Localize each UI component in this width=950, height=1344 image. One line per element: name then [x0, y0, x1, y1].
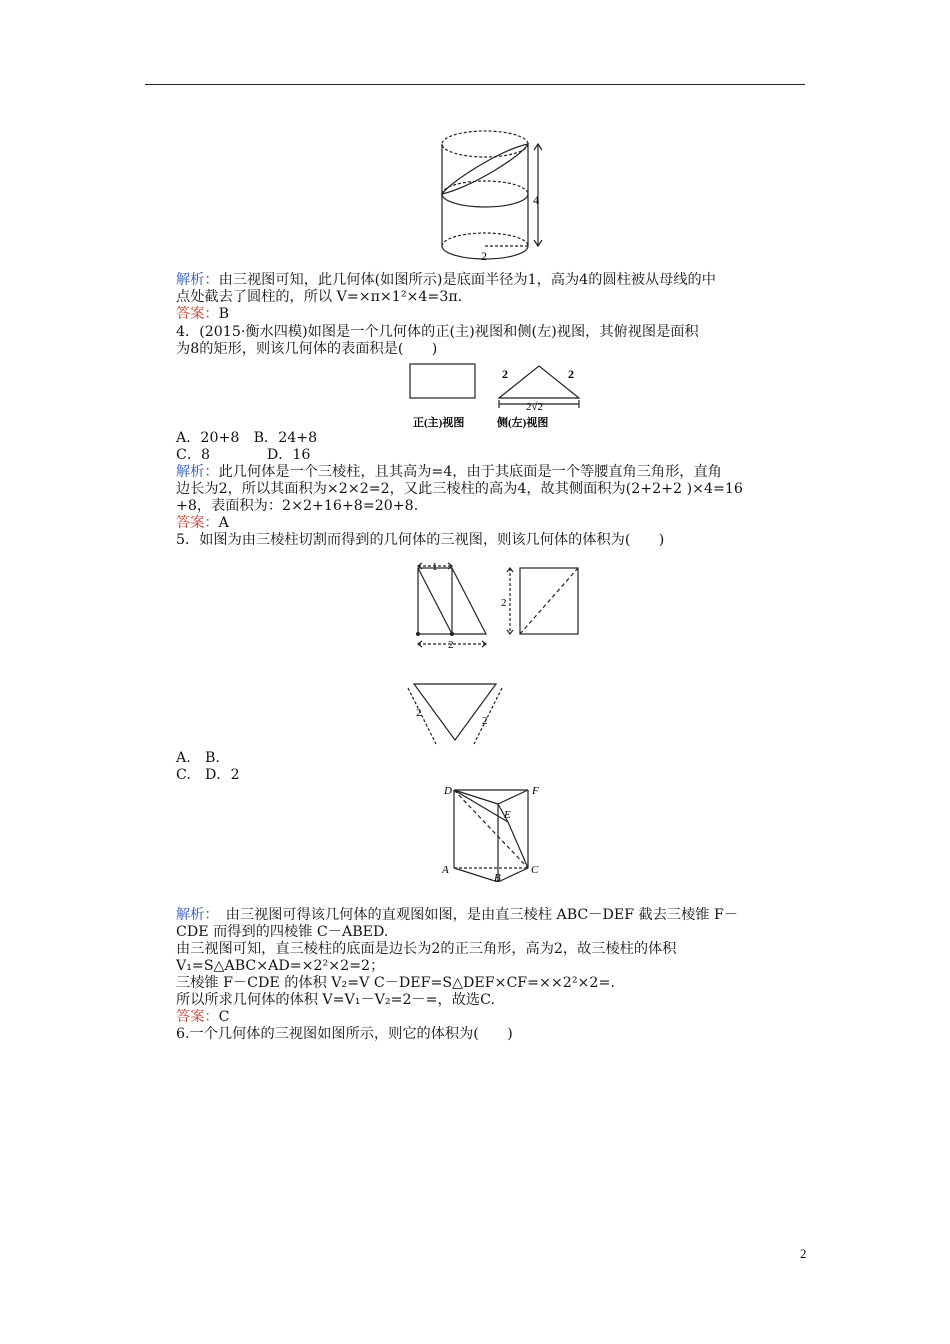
label-E: E	[504, 809, 511, 821]
analysis-label: 解析：	[176, 272, 219, 288]
q4-options-line2: C．8 D．16	[176, 447, 311, 463]
q4-analysis-line1: 解析：此几何体是一个三棱柱，且其高为=4，由于其底面是一个等腰直角三角形，直角	[176, 464, 722, 480]
cylinder-top-ellipse	[442, 131, 528, 157]
analysis-label: 解析：	[176, 464, 219, 480]
q5-answer: 答案：C	[176, 1009, 230, 1025]
side-view-shape	[499, 366, 579, 398]
q4-stem-line2: 为8的矩形，则该几何体的表面积是( )	[176, 341, 438, 357]
answer-label: 答案：	[176, 306, 219, 322]
q4-options-line1: A．20+8 B．24+8	[176, 430, 318, 446]
label-D: D	[444, 785, 452, 797]
tri-left-label: 2	[416, 707, 422, 719]
diameter-label: 2	[481, 249, 487, 263]
q3-answer: 答案：B	[176, 306, 230, 322]
label-B: B	[494, 872, 501, 882]
top-dim-label: 1	[432, 561, 438, 573]
header-rule	[145, 84, 805, 85]
label-A: A	[442, 864, 449, 876]
label-C: C	[531, 864, 539, 876]
page-number: 2	[800, 1246, 807, 1261]
base-label: 2√2	[526, 401, 544, 413]
q5-stem: 5．如图为由三棱柱切割而得到的几何体的三视图，则该几何体的体积为( )	[176, 532, 665, 548]
q5-three-views-figure	[410, 556, 590, 656]
side-caption: 侧(左)视图	[497, 417, 549, 429]
q4-views-figure	[405, 360, 585, 432]
q5-solid-figure	[438, 782, 548, 882]
q5-analysis-line4: V₁=S△ABC×AD=×2²×2=2；	[176, 958, 385, 974]
cut-ellipse	[442, 144, 528, 194]
q5-analysis-line1: 解析： 由三视图可得该几何体的直观图如图，是由直三棱柱 ABC－DEF 截去三棱锥 F－	[176, 907, 739, 923]
q5-analysis-line6: 所以所求几何体的体积 V=V₁－V₂=2－=，故选C.	[176, 992, 495, 1008]
front-view-rect	[410, 364, 475, 398]
answer-label: 答案：	[176, 1009, 219, 1025]
q6-stem: 6.一个几何体的三视图如图所示，则它的体积为( )	[176, 1026, 513, 1042]
q3-analysis-line2: 点处截去了圆柱的，所以 V=×π×1²×4=3π.	[176, 289, 463, 305]
q5-analysis-line2: CDE 而得到的四棱锥 C－ABED.	[176, 924, 389, 940]
bottom-dim-label: 2	[448, 639, 454, 651]
q5-options-line2: C. D．2	[176, 767, 240, 783]
side-right-label: 2	[568, 367, 574, 381]
side-dim-label: 2	[501, 597, 507, 609]
cylinder-figure	[430, 122, 550, 264]
q5-analysis-line5: 三棱锥 F－CDE 的体积 V₂=V C－DEF=S△DEF×CF=××2²×2=.	[176, 975, 615, 991]
answer-label: 答案：	[176, 515, 219, 531]
label-F: F	[532, 785, 539, 797]
front-caption: 正(主)视图	[413, 417, 465, 429]
q4-stem-line1: 4．(2015·衡水四模)如图是一个几何体的正(主)视图和侧(左)视图，其俯视图是面积	[176, 324, 699, 340]
side-left-label: 2	[502, 367, 508, 381]
q4-analysis-line3: +8，表面积为：2×2+16+8=20+8.	[176, 498, 419, 514]
height-label: 4	[533, 193, 539, 207]
analysis-label: 解析：	[176, 907, 212, 923]
q5-top-view-figure	[400, 676, 510, 748]
q5-analysis-line3: 由三视图可知，直三棱柱的底面是边长为2的正三角形，高为2，故三棱柱的体积	[176, 941, 677, 957]
tri-right-label: 2	[482, 715, 488, 727]
q4-analysis-line2: 边长为2，所以其面积为×2×2=2，又此三棱柱的高为4，故其侧面积为(2+2+2 )×4=16	[176, 481, 743, 497]
q5-options-line1: A. B.	[176, 750, 220, 766]
q3-analysis-line1: 解析：由三视图可知，此几何体(如图所示)是底面半径为1，高为4的圆柱被从母线的中	[176, 272, 716, 288]
q4-answer: 答案：A	[176, 515, 229, 531]
